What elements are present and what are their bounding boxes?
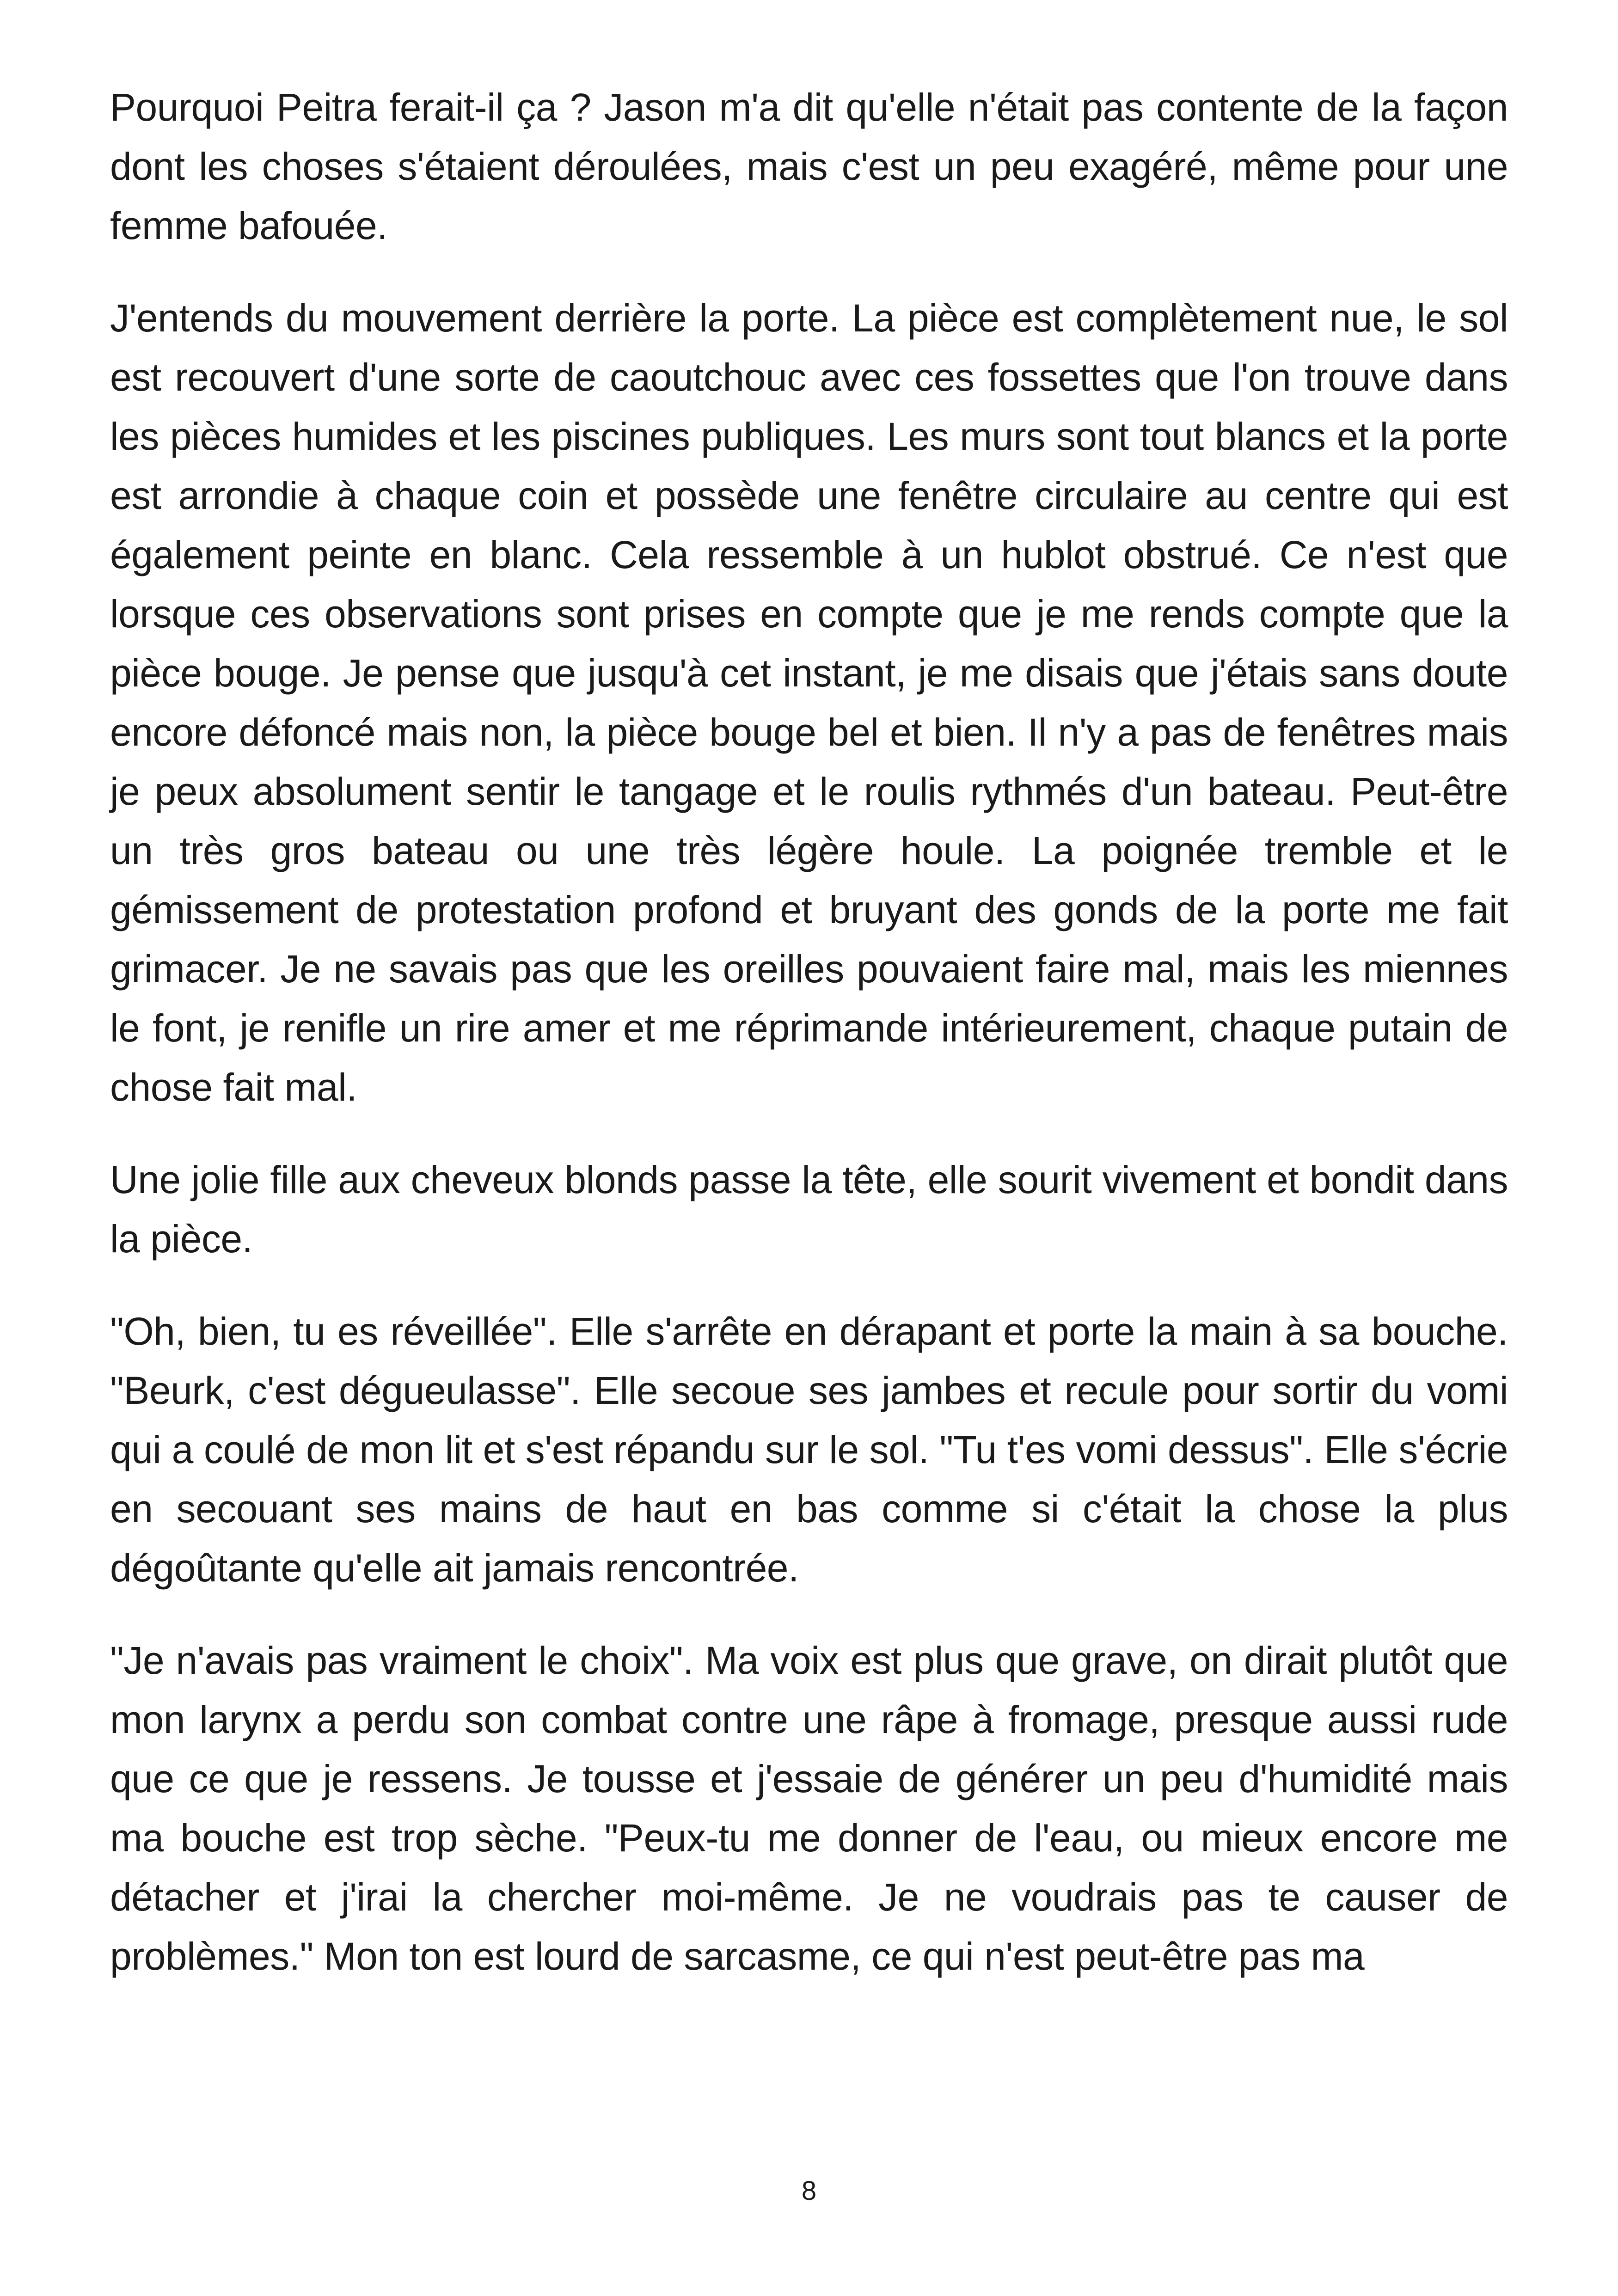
paragraph-1: Pourquoi Peitra ferait-il ça ? Jason m'a dit qu'elle n'était pas contente de la façon dont les choses s'étaient déroulées, mais c'est un peu exagéré, même pour une femme bafouée. bbox=[110, 86, 1508, 247]
paragraph-3: Une jolie fille aux cheveux blonds passe la tête, elle sourit vivement et bondit dans la pièce. bbox=[110, 1158, 1508, 1261]
paragraph-5: "Je n'avais pas vraiment le choix". Ma voix est plus que grave, on dirait plutôt que mon larynx a perdu son combat contre une râpe à fromage, presque aussi rude que ce que je ressens. Je tousse et j'essaie de générer un peu d'humidité mais ma bouche est trop sèche. "Peux-tu me donner de l'eau, ou mieux encore me détacher et j'irai la chercher moi-même. Je ne voudrais pas te causer de problèmes." Mon ton est lourd de sarcasme, ce qui n'est peut-être pas ma bbox=[110, 1639, 1508, 1978]
page-number: 8 bbox=[801, 2176, 817, 2206]
paragraph-2: J'entends du mouvement derrière la porte. La pièce est complètement nue, le sol est recouvert d'une sorte de caoutchouc avec ces fossettes que l'on trouve dans les pièces humides et les piscines publiques. Les murs sont tout blancs et la porte est arrondie à chaque coin et possède une fenêtre circulaire au centre qui est également peinte en blanc. Cela ressemble à un hublot obstrué. Ce n'est que lorsque ces observations sont prises en compte que je me rends compte que la pièce bouge. Je pense que jusqu'à cet instant, je me disais que j'étais sans doute encore défoncé mais non, la pièce bouge bel et bien. Il n'y a pas de fenêtres mais je peux absolument sentir le tangage et le roulis rythmés d'un bateau. Peut-être un très gros bateau ou une très légère houle. La poignée tremble et le gémissement de protestation profond et bruyant des gonds de la porte me fait grimacer. Je ne savais pas que les oreilles pouvaient faire mal, mais les miennes le font, je renifle un rire amer et me réprimande intérieurement, chaque putain de chose fait mal. bbox=[110, 296, 1508, 1109]
paragraph-4: "Oh, bien, tu es réveillée". Elle s'arrête en dérapant et porte la main à sa bouche. "Beurk, c'est dégueulasse". Elle secoue ses jambes et recule pour sortir du vomi qui a coulé de mon lit et s'est répandu sur le sol. "Tu t'es vomi dessus". Elle s'écrie en secouant ses mains de haut en bas comme si c'était la chose la plus dégoûtante qu'elle ait jamais rencontrée. bbox=[110, 1310, 1508, 1590]
body-text bbox=[110, 78, 1508, 2019]
